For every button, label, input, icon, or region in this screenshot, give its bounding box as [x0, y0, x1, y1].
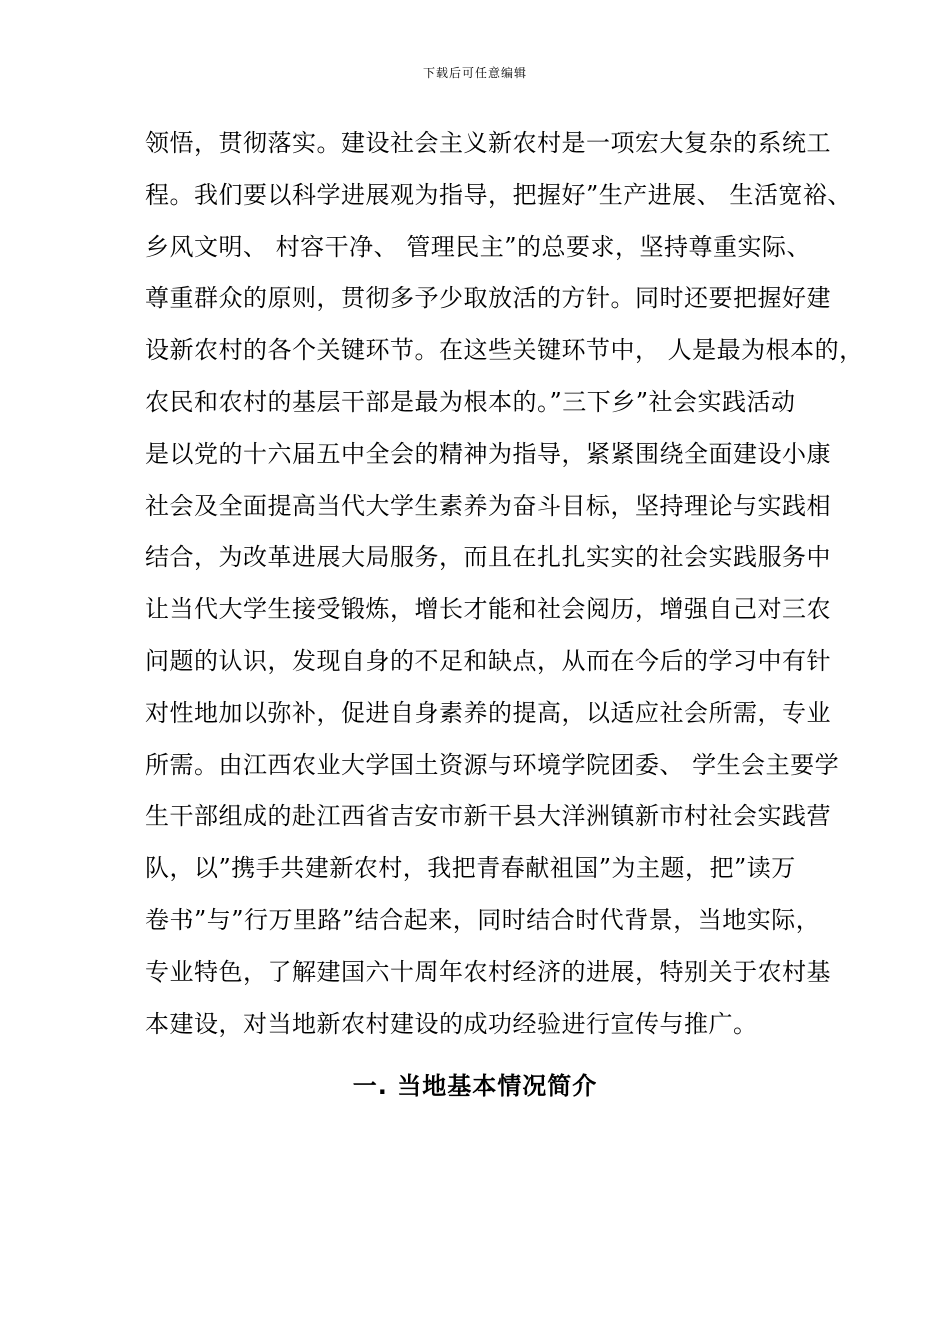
body-line: 让当代大学生接受锻炼，增长才能和社会阅历，增强自己对三农 — [145, 595, 831, 624]
body-line: 领悟，贯彻落实。建设社会主义新农村是一项宏大复杂的系统工 — [145, 129, 831, 157]
body-line: 生干部组成的赴江西省吉安市新干县大洋洲镇新市村社会实践营 — [145, 802, 831, 831]
body-line: 农民和农村的基层干部是最为根本的。”三下乡”社会实践活动 — [145, 387, 796, 416]
body-line: 社会及全面提高当代大学生素养为奋斗目标，坚持理论与实践相 — [145, 491, 831, 520]
body-line: 所需。由江西农业大学国土资源与环境学院团委、 学生会主要学 — [145, 750, 840, 779]
body-line: 尊重群众的原则，贯彻多予少取放活的方针。同时还要把握好建 — [145, 284, 831, 313]
body-line: 对性地加以弥补，促进自身素养的提高，以适应社会所需，专业 — [145, 698, 831, 727]
body-line: 是以党的十六届五中全会的精神为指导，紧紧围绕全面建设小康 — [145, 439, 831, 468]
body-line: 设新农村的各个关键环节。在这些关键环节中， 人是最为根本的， — [145, 336, 864, 365]
body-line: 卷书”与”行万里路”结合起来，同时结合时代背景，当地实际， — [145, 905, 821, 934]
body-line: 结合，为改革进展大局服务，而且在扎扎实实的社会实践服务中 — [145, 543, 831, 572]
body-line: 队，以”携手共建新农村，我把青春献祖国”为主题，把”读万 — [145, 854, 796, 883]
section-heading: 一. 当地基本情况简介 — [352, 1072, 598, 1100]
body-line: 乡风文明、 村容干净、 管理民主”的总要求，坚持尊重实际、 — [145, 232, 812, 261]
body-line: 问题的认识，发现自身的不足和缺点，从而在今后的学习中有针 — [145, 646, 831, 675]
body-line: 专业特色，了解建国六十周年农村经济的进展，特别关于农村基 — [145, 957, 831, 986]
body-line: 程。我们要以科学进展观为指导，把握好”生产进展、 生活宽裕、 — [145, 180, 852, 209]
body-paragraph — [145, 118, 864, 1050]
page-header-note: 下载后可任意编辑 — [422, 66, 527, 80]
body-line: 本建设，对当地新农村建设的成功经验进行宣传与推广。 — [145, 1009, 758, 1038]
